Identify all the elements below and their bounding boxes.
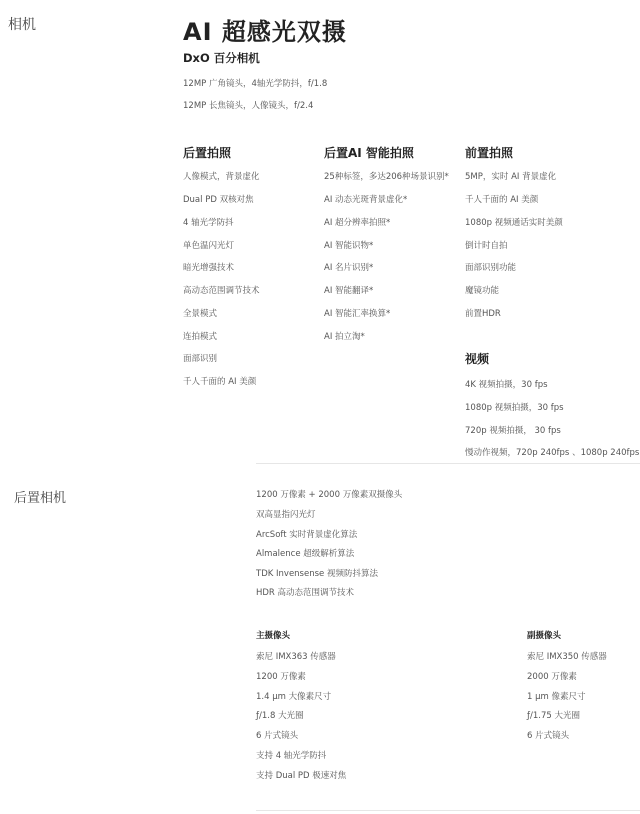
list-item: 双高显指闪光灯: [256, 510, 316, 520]
main-camera-heading: 主摄像头: [256, 631, 291, 641]
list-item: 25种标签，多达206种场景识别*: [324, 172, 449, 182]
sub-camera-heading: 副摄像头: [527, 631, 562, 641]
list-item: Dual PD 双核对焦: [183, 195, 254, 205]
list-item: 高动态范围调节技术: [183, 286, 260, 296]
list-item: ƒ/1.75 大光圈: [527, 711, 580, 721]
list-item: 1 μm 像素尺寸: [527, 692, 586, 702]
list-item: Almalence 超级解析算法: [256, 549, 355, 559]
list-item: 全景模式: [183, 309, 218, 319]
list-item: 6 片式镜头: [527, 731, 570, 741]
column-video: [465, 350, 640, 458]
list-item: ƒ/1.8 大光圈: [256, 711, 304, 721]
list-item: 5MP，实时 AI 背景虚化: [465, 172, 557, 182]
list-item: 暗光增强技术: [183, 263, 235, 273]
list-item: 千人千面的 AI 美颜: [465, 195, 539, 205]
list-item: AI 超分辨率拍照*: [324, 218, 391, 228]
list-item: AI 名片识别*: [324, 263, 374, 273]
column-heading: 后置AI 智能拍照: [324, 146, 414, 160]
list-item: 前置HDR: [465, 309, 501, 319]
column-rear-photo: [183, 144, 260, 387]
divider: [256, 463, 640, 464]
column-heading: 视频: [465, 352, 490, 366]
list-item: 面部识别功能: [465, 263, 517, 273]
column-rear-ai-photo: [324, 144, 449, 342]
column-front-photo: [465, 144, 563, 319]
list-item: AI 智能翻译*: [324, 286, 374, 296]
sub-camera-block: [527, 629, 607, 741]
section-label-rear-camera: 后置相机: [14, 491, 67, 506]
list-item: 魔镜功能: [465, 286, 500, 296]
list-item: 1200 万像素 + 2000 万像素双摄像头: [256, 490, 403, 500]
list-item: 千人千面的 AI 美颜: [183, 377, 257, 387]
column-heading: 后置拍照: [183, 146, 232, 160]
list-item: 4 轴光学防抖: [183, 218, 234, 228]
list-item: 支持 4 轴光学防抖: [256, 751, 327, 761]
list-item: AI 智能汇率换算*: [324, 309, 391, 319]
lens-line-tele: 12MP 长焦镜头，人像镜头，f/2.4: [183, 101, 314, 111]
list-item: AI 拍立淘*: [324, 332, 365, 342]
list-item: AI 动态光斑背景虚化*: [324, 195, 408, 205]
list-item: HDR 高动态范围调节技术: [256, 588, 355, 598]
list-item: AI 智能识物*: [324, 241, 374, 251]
list-item: 倒计时自拍: [465, 241, 508, 251]
list-item: ArcSoft 实时背景虚化算法: [256, 530, 358, 540]
list-item: 连拍模式: [183, 332, 218, 342]
list-item: 4K 视频拍摄，30 fps: [465, 380, 548, 390]
list-item: 支持 Dual PD 极速对焦: [256, 771, 347, 781]
list-item: 2000 万像素: [527, 672, 577, 682]
list-item: 面部识别: [183, 354, 218, 364]
list-item: 索尼 IMX363 传感器: [256, 652, 336, 662]
section-label-camera: 相机: [8, 17, 36, 33]
list-item: 1200 万像素: [256, 672, 306, 682]
list-item: 慢动作视频，720p 240fps 、1080p 240fps: [465, 448, 640, 458]
page-title: AI 超感光双摄: [183, 18, 347, 46]
list-item: 6 片式镜头: [256, 731, 299, 741]
main-camera-block: [256, 629, 347, 781]
list-item: 人像模式，背景虚化: [183, 172, 260, 182]
list-item: 单色温闪光灯: [183, 241, 235, 251]
list-item: 720p 视频拍摄， 30 fps: [465, 426, 561, 436]
lens-line-wide: 12MP 广角镜头，4轴光学防抖，f/1.8: [183, 79, 328, 89]
list-item: 索尼 IMX350 传感器: [527, 652, 607, 662]
column-heading: 前置拍照: [465, 146, 514, 160]
list-item: 1.4 μm 大像素尺寸: [256, 692, 332, 702]
divider: [256, 810, 640, 811]
subtitle: DxO 百分相机: [183, 51, 260, 65]
list-item: TDK Invensense 视频防抖算法: [256, 569, 378, 579]
list-item: 1080p 视频通话实时美颜: [465, 218, 563, 228]
list-item: 1080p 视频拍摄，30 fps: [465, 403, 564, 413]
